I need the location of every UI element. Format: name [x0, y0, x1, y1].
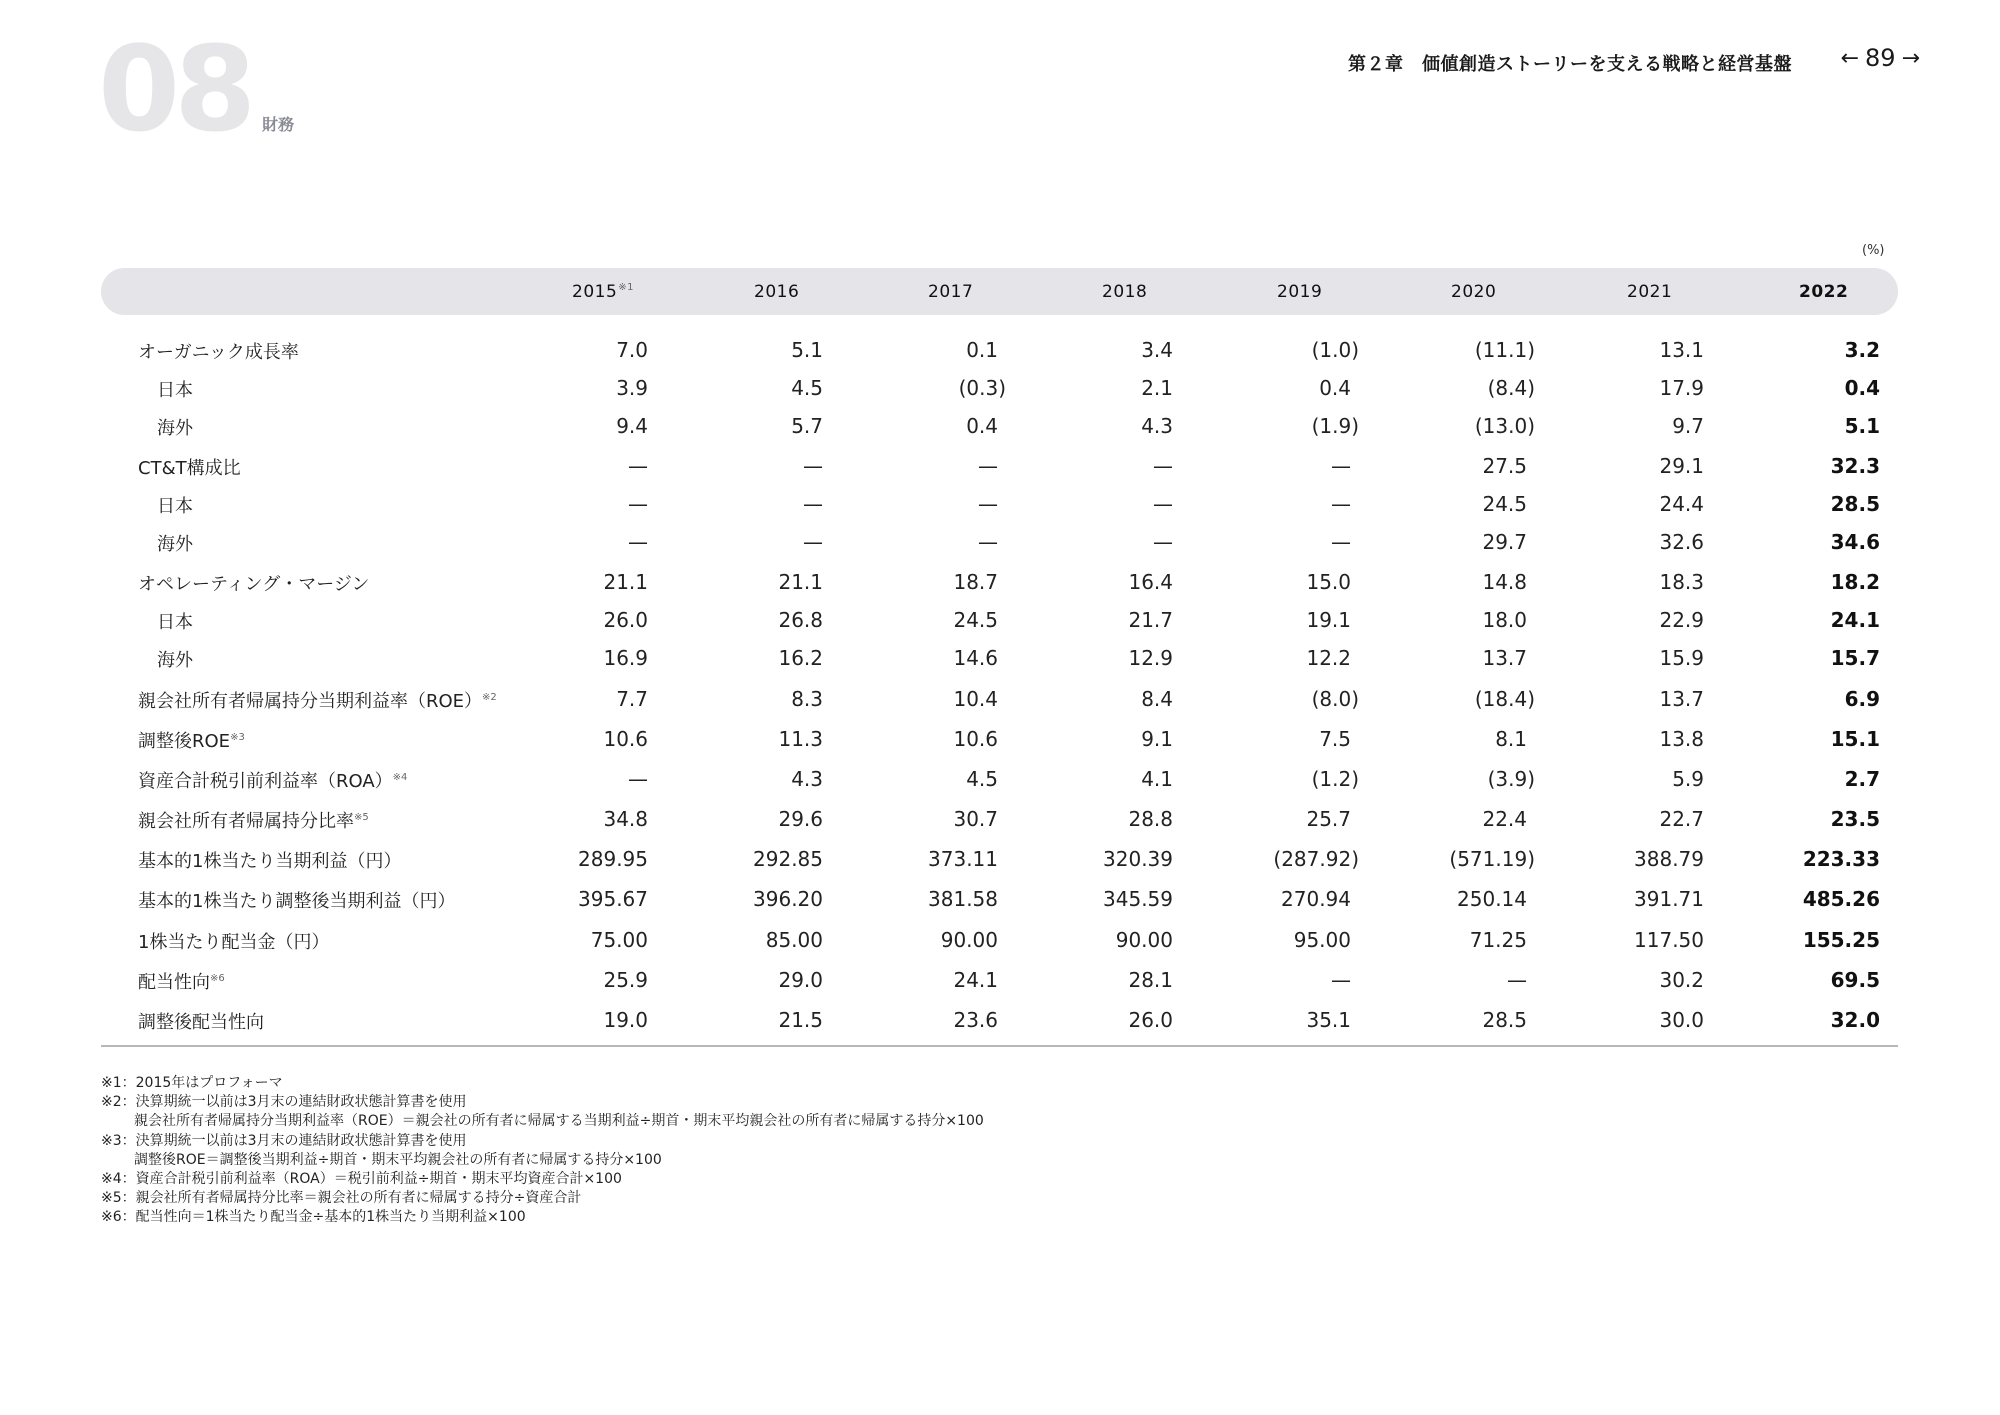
row-label [138, 338, 299, 364]
table-cell: 155.25 [1802, 928, 1880, 952]
table-row [0, 759, 2000, 797]
row-label-text: オペレーティング・マージン [138, 574, 370, 595]
row-label [138, 687, 497, 713]
table-cell: 32.3 [1830, 454, 1880, 478]
table-cell: 13.8 [1659, 727, 1704, 751]
year-header-2018: 2018 [1102, 282, 1148, 302]
row-label [157, 414, 193, 440]
table-cell: — [1153, 492, 1173, 516]
year-header-2016: 2016 [754, 282, 800, 302]
table-cell: 373.11 [928, 847, 998, 871]
row-label-text: 日本 [157, 496, 193, 517]
section-title: 第２章 価値創造ストーリーを支える戦略と経営基盤 [1348, 54, 1792, 75]
table-row [0, 920, 2000, 958]
table-cell: (11.1) [1474, 338, 1535, 362]
row-label-text: 基本的1株当たり当期利益（円） [138, 851, 402, 872]
table-cell: 11.3 [778, 727, 823, 751]
row-label [138, 847, 401, 873]
table-cell: 8.1 [1495, 727, 1527, 751]
row-label [157, 376, 193, 402]
footnote-ref: ※4 [392, 772, 408, 783]
table-cell: 28.5 [1830, 492, 1880, 516]
table-cell: 18.0 [1482, 608, 1527, 632]
table-cell: — [978, 492, 998, 516]
table-cell: (287.92) [1273, 847, 1359, 871]
table-cell: 5.9 [1672, 767, 1704, 791]
table-cell: 18.7 [953, 570, 998, 594]
row-label-text: 日本 [157, 612, 193, 633]
table-cell: 21.1 [603, 570, 648, 594]
table-cell: 9.4 [616, 414, 648, 438]
footnote-ref: ※2 [482, 692, 497, 703]
table-cell: 28.8 [1128, 807, 1173, 831]
table-cell: — [803, 530, 823, 554]
table-row [0, 330, 2000, 368]
table-cell: 25.9 [603, 968, 648, 992]
table-cell: 29.6 [778, 807, 823, 831]
table-cell: 26.0 [1128, 1008, 1173, 1032]
table-cell: 29.0 [778, 968, 823, 992]
table-cell: 29.7 [1482, 530, 1527, 554]
table-cell: 14.6 [953, 646, 998, 670]
table-cell: 19.1 [1306, 608, 1351, 632]
table-cell: — [803, 454, 823, 478]
table-cell: 16.4 [1128, 570, 1173, 594]
footnotes [101, 1074, 984, 1228]
table-cell: — [628, 454, 648, 478]
table-cell: 34.8 [603, 807, 648, 831]
row-label-text: 日本 [157, 380, 193, 401]
table-cell: 15.0 [1306, 570, 1351, 594]
row-label-text: 親会社所有者帰属持分当期利益率（ROE） [138, 691, 483, 712]
row-label [138, 570, 369, 596]
year-header-2015 [572, 282, 634, 302]
year-header-2021: 2021 [1627, 282, 1673, 302]
table-cell: 3.2 [1844, 338, 1880, 362]
row-label-text: 配当性向 [138, 972, 210, 993]
footnote: 親会社所有者帰属持分当期利益率（ROE）＝親会社の所有者に帰属する当期利益÷期首・期末平均親会社の所有者に帰属する持分×100 [134, 1113, 984, 1130]
table-cell: — [1507, 968, 1527, 992]
page-number: 89 [1865, 44, 1896, 72]
table-cell: 35.1 [1306, 1008, 1351, 1032]
table-cell: 21.5 [778, 1008, 823, 1032]
table-cell: (1.0) [1311, 338, 1359, 362]
table-cell: — [803, 492, 823, 516]
row-label [157, 530, 193, 556]
table-cell: 32.6 [1659, 530, 1704, 554]
table-cell: (0.3) [958, 376, 1006, 400]
table-cell: 2.1 [1141, 376, 1173, 400]
footnote: ※2：決算期統一以前は3月末の連結財政状態計算書を使用 [101, 1094, 467, 1111]
table-cell: 16.9 [603, 646, 648, 670]
table-cell: 21.7 [1128, 608, 1173, 632]
chapter-number: 08 [98, 20, 251, 158]
table-cell: 5.1 [791, 338, 823, 362]
table-cell: 24.5 [1482, 492, 1527, 516]
footnote: ※5：親会社所有者帰属持分比率＝親会社の所有者に帰属する持分÷資産合計 [101, 1190, 582, 1207]
table-cell: (571.19) [1449, 847, 1535, 871]
table-cell: (3.9) [1487, 767, 1535, 791]
table-cell: 320.39 [1103, 847, 1173, 871]
table-cell: 75.00 [590, 928, 648, 952]
table-cell: 3.4 [1141, 338, 1173, 362]
table-cell: — [978, 454, 998, 478]
footnote-ref: ※3 [230, 732, 245, 743]
row-label [138, 454, 241, 480]
table-cell: 30.2 [1659, 968, 1704, 992]
year-header-2019: 2019 [1277, 282, 1323, 302]
table-cell: 7.5 [1319, 727, 1351, 751]
row-label-text: 基本的1株当たり調整後当期利益（円） [138, 891, 456, 912]
table-cell: 388.79 [1634, 847, 1704, 871]
chapter-title: 財務 [262, 115, 295, 134]
table-cell: 117.50 [1634, 928, 1704, 952]
table-cell: 34.6 [1830, 530, 1880, 554]
table-row [0, 522, 2000, 560]
table-bottom-rule [101, 1045, 1898, 1047]
row-label [138, 928, 329, 954]
table-cell: — [1153, 454, 1173, 478]
table-cell: 32.0 [1830, 1008, 1880, 1032]
table-cell: 13.7 [1659, 687, 1704, 711]
table-cell: 18.3 [1659, 570, 1704, 594]
table-row [0, 879, 2000, 917]
table-cell: 5.7 [791, 414, 823, 438]
table-cell: 19.0 [603, 1008, 648, 1032]
table-cell: 30.7 [953, 807, 998, 831]
year-header-2020: 2020 [1451, 282, 1497, 302]
table-cell: 289.95 [578, 847, 648, 871]
table-row [0, 799, 2000, 837]
table-cell: 12.9 [1128, 646, 1173, 670]
table-cell: — [628, 492, 648, 516]
table-cell: 27.5 [1482, 454, 1527, 478]
table-cell: 15.7 [1830, 646, 1880, 670]
table-cell: 69.5 [1830, 968, 1880, 992]
table-cell: 16.2 [778, 646, 823, 670]
table-row [0, 638, 2000, 676]
row-label [138, 887, 455, 913]
table-cell: 90.00 [940, 928, 998, 952]
table-cell: 17.9 [1659, 376, 1704, 400]
table-row [0, 368, 2000, 406]
table-cell: 0.4 [1319, 376, 1351, 400]
table-cell: — [1153, 530, 1173, 554]
footnote: ※3：決算期統一以前は3月末の連結財政状態計算書を使用 [101, 1132, 467, 1149]
table-cell: 25.7 [1306, 807, 1351, 831]
table-cell: 28.5 [1482, 1008, 1527, 1032]
row-label [138, 1008, 264, 1034]
table-cell: 13.7 [1482, 646, 1527, 670]
table-cell: (13.0) [1474, 414, 1535, 438]
table-cell: 24.4 [1659, 492, 1704, 516]
table-cell: — [1331, 530, 1351, 554]
table-cell: 95.00 [1293, 928, 1351, 952]
table-cell: 270.94 [1281, 887, 1351, 911]
row-label-text: 海外 [157, 650, 193, 671]
table-cell: 7.0 [616, 338, 648, 362]
row-label [138, 807, 369, 833]
row-label-text: オーガニック成長率 [138, 342, 299, 363]
table-cell: 24.1 [1830, 608, 1880, 632]
table-row [0, 406, 2000, 444]
row-label-text: 海外 [157, 418, 193, 439]
table-cell: 4.5 [966, 767, 998, 791]
table-cell: 22.4 [1482, 807, 1527, 831]
table-cell: 396.20 [753, 887, 823, 911]
year-header-2017: 2017 [928, 282, 974, 302]
row-label-text: 調整後ROE [138, 731, 231, 752]
table-row [0, 679, 2000, 717]
table-cell: 71.25 [1469, 928, 1527, 952]
table-cell: 4.3 [791, 767, 823, 791]
table-cell: 485.26 [1802, 887, 1880, 911]
table-cell: 0.4 [1844, 376, 1880, 400]
row-label [157, 646, 193, 672]
row-label-text: 資産合計税引前利益率（ROA） [138, 771, 393, 792]
table-cell: 8.3 [791, 687, 823, 711]
table-cell: — [1331, 968, 1351, 992]
table-cell: 14.8 [1482, 570, 1527, 594]
prev-page-arrow-icon[interactable]: ← [1840, 45, 1860, 71]
table-cell: 0.4 [966, 414, 998, 438]
table-cell: 4.1 [1141, 767, 1173, 791]
table-cell: 29.1 [1659, 454, 1704, 478]
table-cell: 9.1 [1141, 727, 1173, 751]
table-row [0, 562, 2000, 600]
row-label-text: 親会社所有者帰属持分比率 [138, 811, 354, 832]
table-cell: — [1331, 492, 1351, 516]
row-label-text: 海外 [157, 534, 193, 555]
year-label: 2015 [572, 282, 618, 302]
table-header [101, 268, 1898, 315]
table-row [0, 719, 2000, 757]
table-cell: (18.4) [1474, 687, 1535, 711]
unit-label: (%) [1862, 243, 1885, 258]
table-cell: 223.33 [1802, 847, 1880, 871]
table-cell: 4.5 [791, 376, 823, 400]
table-row [0, 484, 2000, 522]
table-cell: 22.7 [1659, 807, 1704, 831]
table-cell: 8.4 [1141, 687, 1173, 711]
table-cell: 24.5 [953, 608, 998, 632]
table-cell: (1.9) [1311, 414, 1359, 438]
row-label-text: CT&T構成比 [138, 458, 241, 479]
table-cell: 250.14 [1457, 887, 1527, 911]
row-label [157, 492, 193, 518]
table-cell: 15.1 [1830, 727, 1880, 751]
footnote: ※1：2015年はプロフォーマ [101, 1075, 283, 1091]
footnote-ref: ※5 [354, 812, 369, 823]
table-cell: 18.2 [1830, 570, 1880, 594]
table-cell: — [1331, 454, 1351, 478]
table-row [0, 600, 2000, 638]
table-cell: 90.00 [1115, 928, 1173, 952]
table-cell: 23.5 [1830, 807, 1880, 831]
row-label-text: 1株当たり配当金（円） [138, 932, 330, 953]
footnote: 調整後ROE＝調整後当期利益÷期首・期末平均親会社の所有者に帰属する持分×100 [134, 1151, 662, 1168]
table-cell: 13.1 [1659, 338, 1704, 362]
table-cell: 2.7 [1844, 767, 1880, 791]
table-row [0, 1000, 2000, 1038]
table-cell: (1.2) [1311, 767, 1359, 791]
table-cell: 10.6 [953, 727, 998, 751]
table-cell: — [628, 767, 648, 791]
table-cell: 12.2 [1306, 646, 1351, 670]
table-row [0, 446, 2000, 484]
table-cell: 10.6 [603, 727, 648, 751]
row-label-text: 調整後配当性向 [138, 1012, 264, 1033]
table-cell: 6.9 [1844, 687, 1880, 711]
table-row [0, 960, 2000, 998]
row-label [138, 767, 407, 793]
footnote: ※4：資産合計税引前利益率（ROA）＝税引前利益÷期首・期末平均資産合計×100 [101, 1171, 622, 1188]
table-cell: 85.00 [765, 928, 823, 952]
table-cell: — [628, 530, 648, 554]
table-cell: 9.7 [1672, 414, 1704, 438]
table-cell: 21.1 [778, 570, 823, 594]
table-cell: 24.1 [953, 968, 998, 992]
table-cell: 4.3 [1141, 414, 1173, 438]
table-cell: 381.58 [928, 887, 998, 911]
table-cell: 28.1 [1128, 968, 1173, 992]
table-cell: 10.4 [953, 687, 998, 711]
table-cell: 395.67 [578, 887, 648, 911]
row-label [157, 608, 193, 634]
table-cell: 345.59 [1103, 887, 1173, 911]
page-navigation [1841, 44, 1920, 72]
table-cell: — [978, 530, 998, 554]
table-cell: 15.9 [1659, 646, 1704, 670]
table-cell: 30.0 [1659, 1008, 1704, 1032]
table-cell: 3.9 [616, 376, 648, 400]
table-cell: 0.1 [966, 338, 998, 362]
table-cell: 26.0 [603, 608, 648, 632]
row-label [138, 968, 225, 994]
footnote-ref: ※6 [210, 973, 225, 984]
table-cell: 391.71 [1634, 887, 1704, 911]
footnote: ※6：配当性向＝1株当たり配当金÷基本的1株当たり当期利益×100 [101, 1209, 526, 1226]
table-cell: 26.8 [778, 608, 823, 632]
table-cell: 22.9 [1659, 608, 1704, 632]
table-cell: (8.0) [1311, 687, 1359, 711]
table-cell: 23.6 [953, 1008, 998, 1032]
year-header-2022: 2022 [1799, 282, 1849, 302]
footnote-ref: ※1 [618, 282, 635, 294]
table-cell: 5.1 [1844, 414, 1880, 438]
table-cell: 292.85 [753, 847, 823, 871]
table-row [0, 839, 2000, 877]
table-cell: 7.7 [616, 687, 648, 711]
table-cell: (8.4) [1487, 376, 1535, 400]
next-page-arrow-icon[interactable]: → [1901, 45, 1920, 71]
row-label [138, 727, 245, 753]
